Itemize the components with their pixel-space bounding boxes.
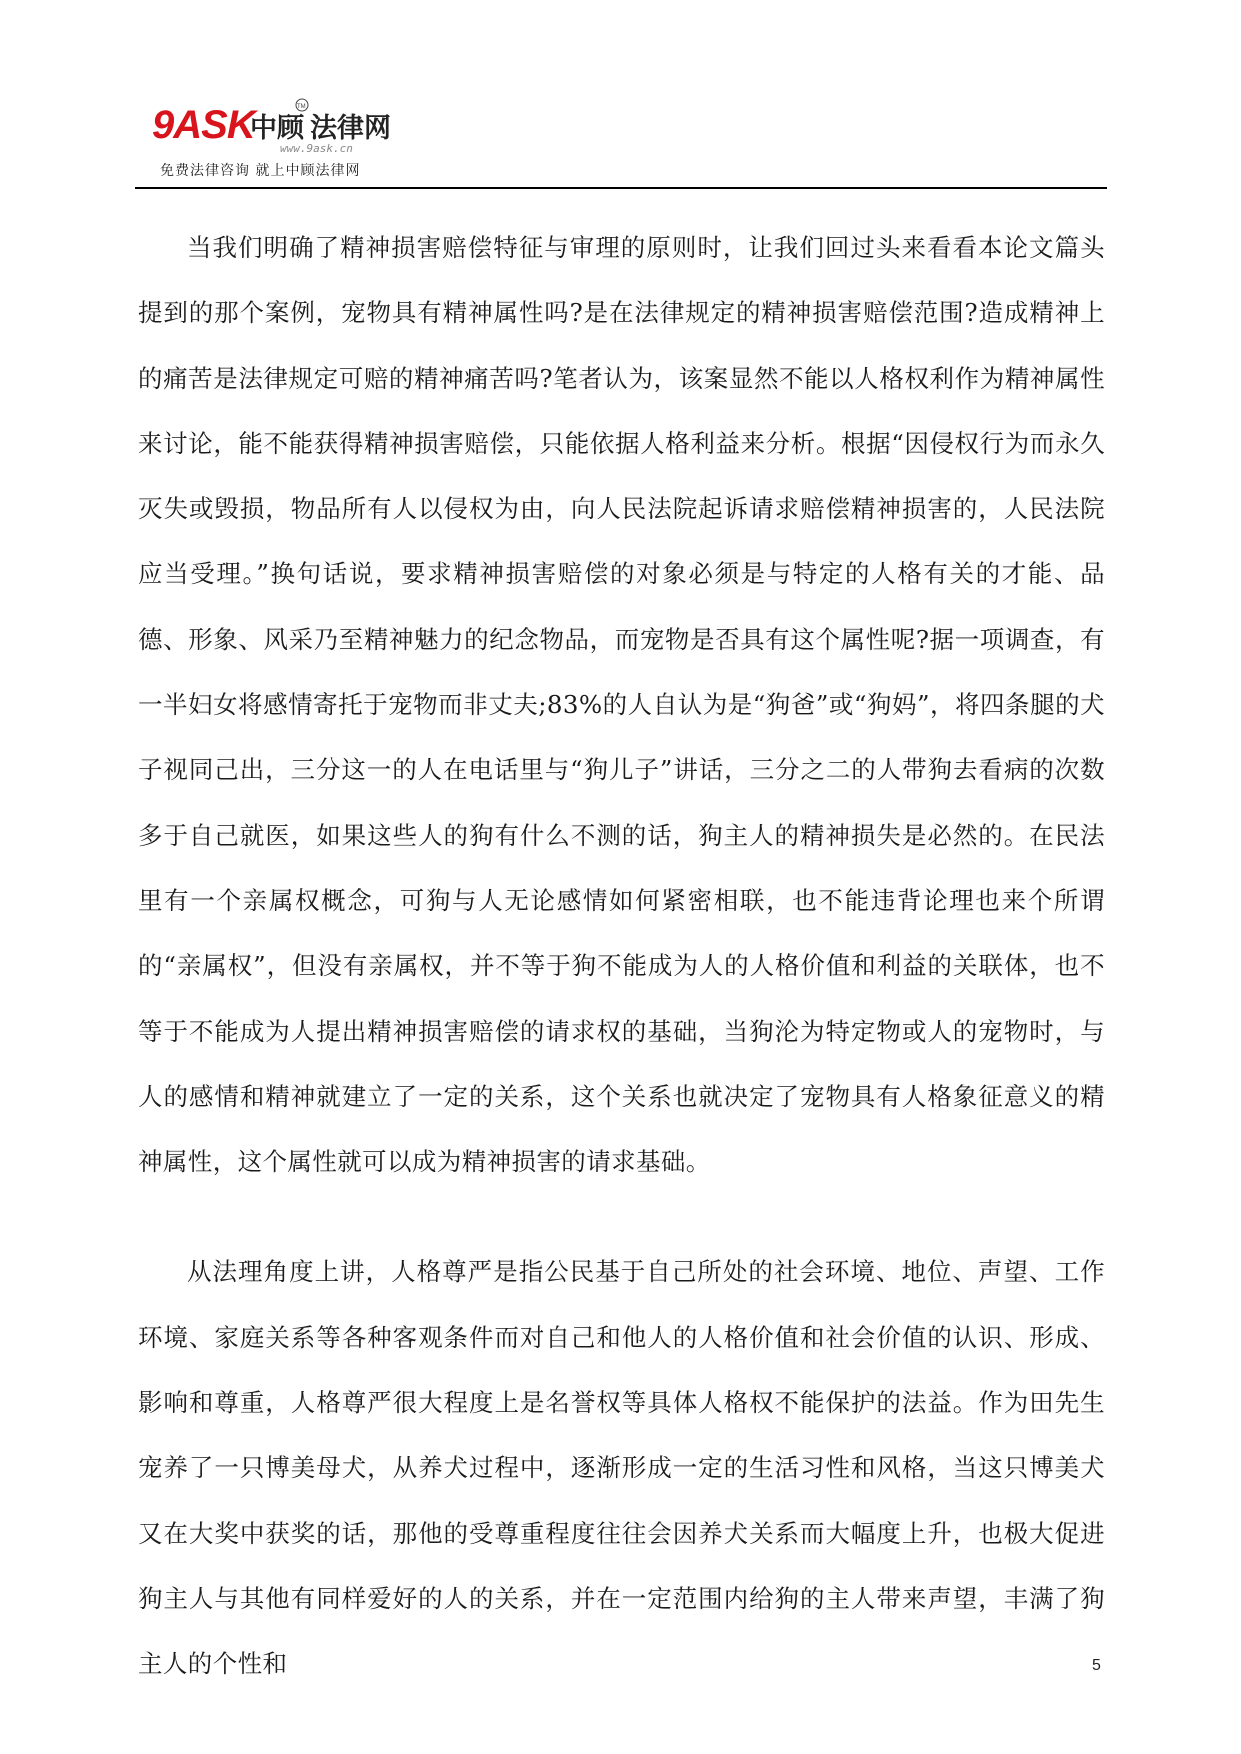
page-number: 5: [1092, 1657, 1101, 1674]
site-logo[interactable]: [150, 88, 450, 183]
logo-brand-cn2: 法律网: [310, 113, 391, 144]
document-body: [138, 215, 1105, 1697]
body-paragraph-2: 从法理角度上讲，人格尊严是指公民基于自己所处的社会环境、地位、声望、工作环境、家庭关系等各种客观条件而对自己和他人的人格价值和社会价值的认识、形成、影响和尊重，人格尊严很大程度上是名誉权等具体人格权不能保护的法益。作为田先生宠养了一只博美母犬，从养犬过程中，逐渐形成一定的生活习性和风格，当这只博美犬又在大奖中获奖的话，那他的受尊重程度往往会因养犬关系而大幅度上升，也极大促进狗主人与其他有同样爱好的人的关系，并在一定范围内给狗的主人带来声望，丰满了狗主人的个性和: [138, 1257, 1105, 1679]
logo-url: www.9ask.cn: [280, 142, 353, 155]
logo-brand-prefix: 9ASK: [152, 103, 255, 147]
header-divider: [135, 187, 1107, 189]
logo-tm: TM: [297, 104, 306, 110]
logo-slogan: 免费法律咨询 就上中顾法律网: [160, 163, 361, 179]
logo-brand-cn: 中顾: [250, 113, 304, 144]
site-header: [150, 88, 450, 183]
body-paragraph-1: 当我们明确了精神损害赔偿特征与审理的原则时，让我们回过头来看看本论文篇头提到的那个案例，宠物具有精神属性吗?是在法律规定的精神损害赔偿范围?造成精神上的痛苦是法律规定可赔的精神痛苦吗?笔者认为，该案显然不能以人格权利作为精神属性来讨论，能不能获得精神损害赔偿，只能依据人格利益来分析。根据“因侵权行为而永久灭失或毁损，物品所有人以侵权为由，向人民法院起诉请求赔偿精神损害的，人民法院应当受理。”换句话说，要求精神损害赔偿的对象必须是与特定的人格有关的才能、品德、形象、风采乃至精神魅力的纪念物品，而宠物是否具有这个属性呢?据一项调查，有一半妇女将感情寄托于宠物而非丈夫;83%的人自认为是“狗爸”或“狗妈”，将四条腿的犬子视同己出，三分这一的人在电话里与“狗儿子”讲话，三分之二的人带狗去看病的次数多于自己就医，如果这些人的狗有什么不测的话，狗主人的精神损失是必然的。在民法里有一个亲属权概念，可狗与人无论感情如何紧密相联，也不能违背论理也来个所谓的“亲属权”，但没有亲属权，并不等于狗不能成为人的人格价值和利益的关联体，也不等于不能成为人提出精神损害赔偿的请求权的基础，当狗沦为特定物或人的宠物时，与人的感情和精神就建立了一定的关系，这个关系也就决定了宠物具有人格象征意义的精神属性，这个属性就可以成为精神损害的请求基础。: [138, 233, 1105, 1177]
